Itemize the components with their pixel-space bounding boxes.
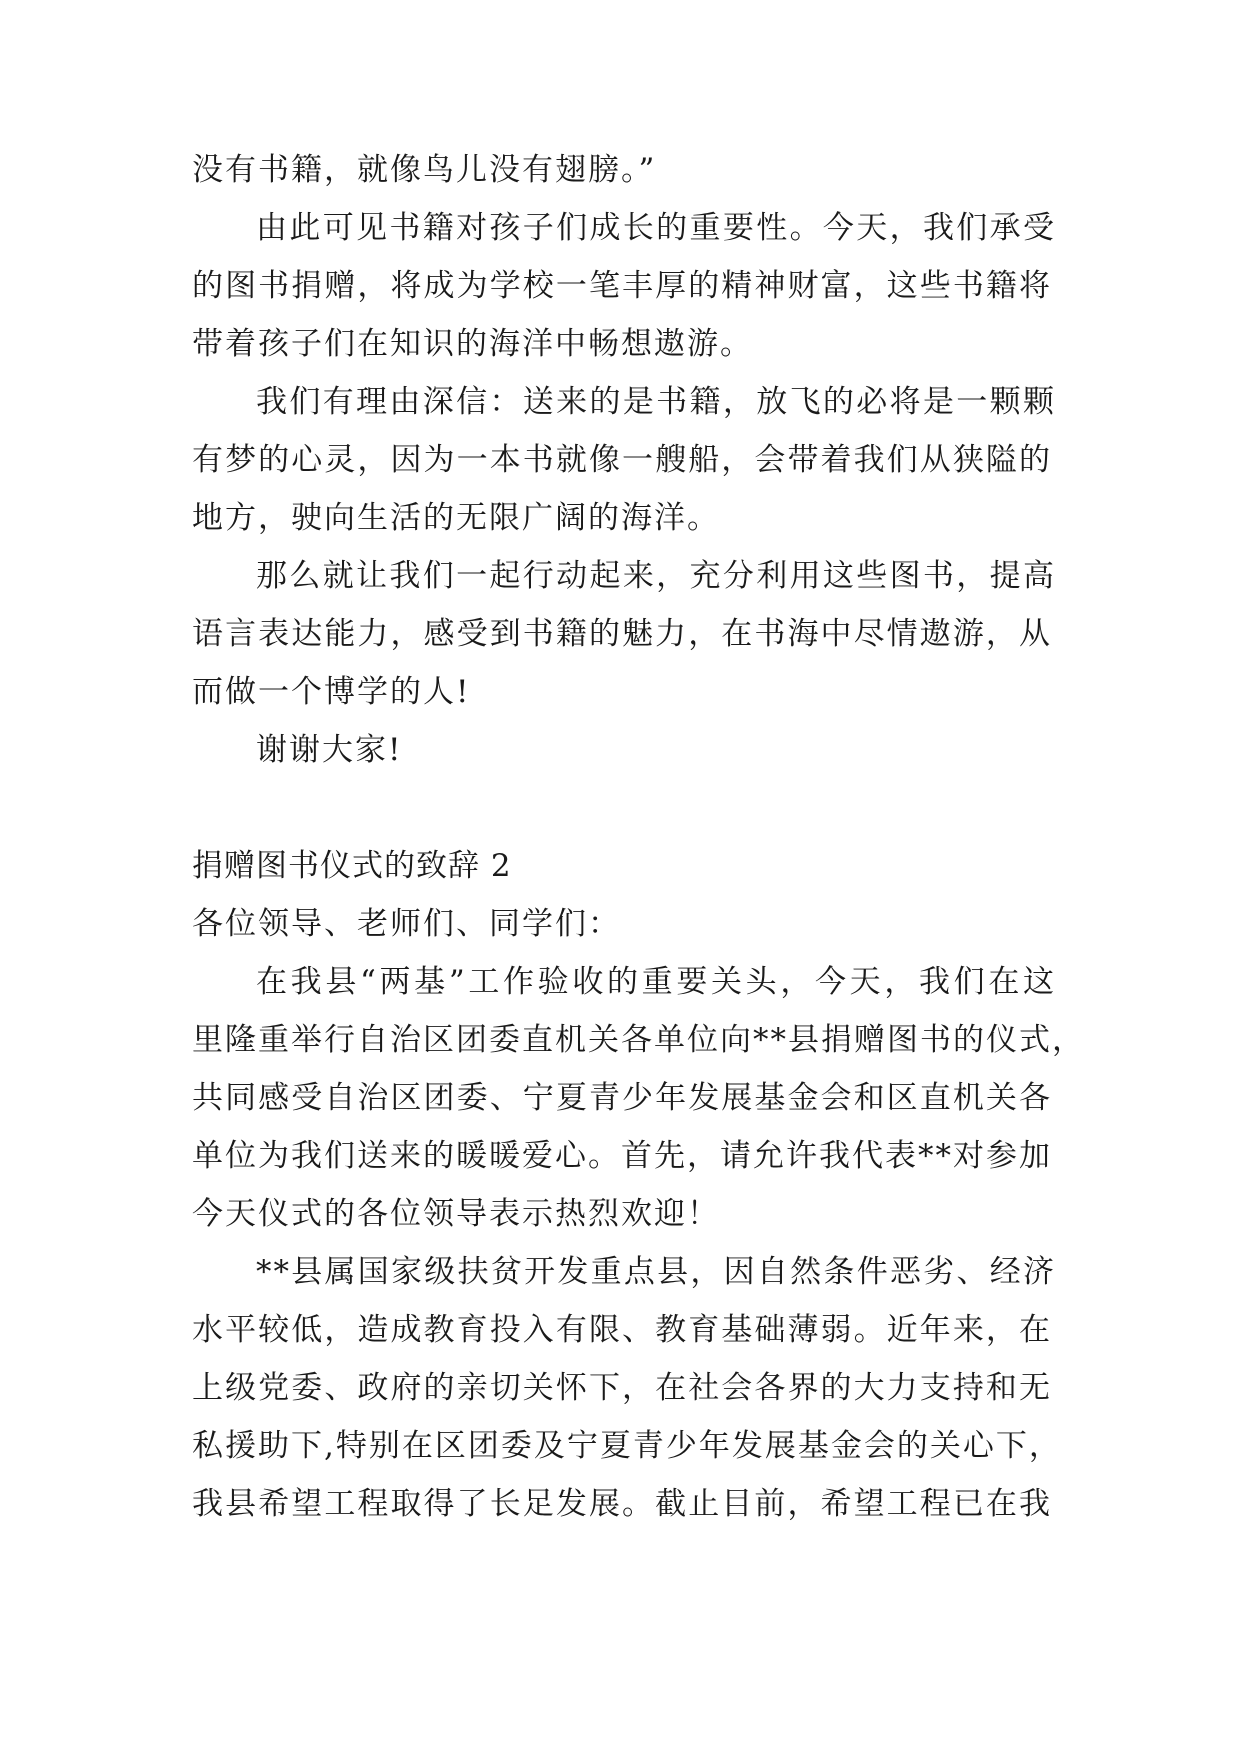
- text-line: 我县希望工程取得了长足发展。截止目前，希望工程已在我: [192, 1486, 1052, 1522]
- text-line: 的图书捐赠，将成为学校一笔丰厚的精神财富，这些书籍将: [192, 268, 1052, 304]
- text-line: 上级党委、政府的亲切关怀下，在社会各界的大力支持和无: [192, 1370, 1052, 1406]
- section-title: 捐赠图书仪式的致辞 2: [192, 848, 512, 884]
- text-line: 私援助下,特别在区团委及宁夏青少年发展基金会的关心下，: [192, 1428, 1062, 1464]
- text-line: 单位为我们送来的暖暖爱心。首先，请允许我代表**对参加: [192, 1138, 1052, 1174]
- text-line: 在我县“两基”工作验收的重要关头，今天，我们在这: [256, 964, 1056, 1000]
- text-line: 地方，驶向生活的无限广阔的海洋。: [192, 500, 720, 536]
- text-line: 没有书籍，就像鸟儿没有翅膀。”: [192, 152, 657, 188]
- text-line: 今天仪式的各位领导表示热烈欢迎！: [192, 1196, 720, 1232]
- text-line: 而做一个博学的人!: [192, 674, 471, 710]
- text-line: 里隆重举行自治区团委直机关各单位向**县捐赠图书的仪式，: [192, 1022, 1085, 1058]
- text-line: 那么就让我们一起行动起来，充分利用这些图书，提高: [256, 558, 1056, 594]
- text-line: 我们有理由深信：送来的是书籍，放飞的必将是一颗颗: [256, 384, 1056, 420]
- text-line: 带着孩子们在知识的海洋中畅想遨游。: [192, 326, 753, 362]
- text-line: 谢谢大家!: [256, 732, 403, 768]
- text-line: 语言表达能力，感受到书籍的魅力，在书海中尽情遨游，从: [192, 616, 1052, 652]
- text-line: 有梦的心灵，因为一本书就像一艘船，会带着我们从狭隘的: [192, 442, 1052, 478]
- salutation: 各位领导、老师们、同学们：: [192, 906, 621, 942]
- text-line: 由此可见书籍对孩子们成长的重要性。今天，我们承受: [256, 210, 1056, 246]
- text-line: 水平较低，造成教育投入有限、教育基础薄弱。近年来，在: [192, 1312, 1052, 1348]
- text-line: 共同感受自治区团委、宁夏青少年发展基金会和区直机关各: [192, 1080, 1052, 1116]
- text-line: **县属国家级扶贫开发重点县，因自然条件恶劣、经济: [256, 1254, 1056, 1290]
